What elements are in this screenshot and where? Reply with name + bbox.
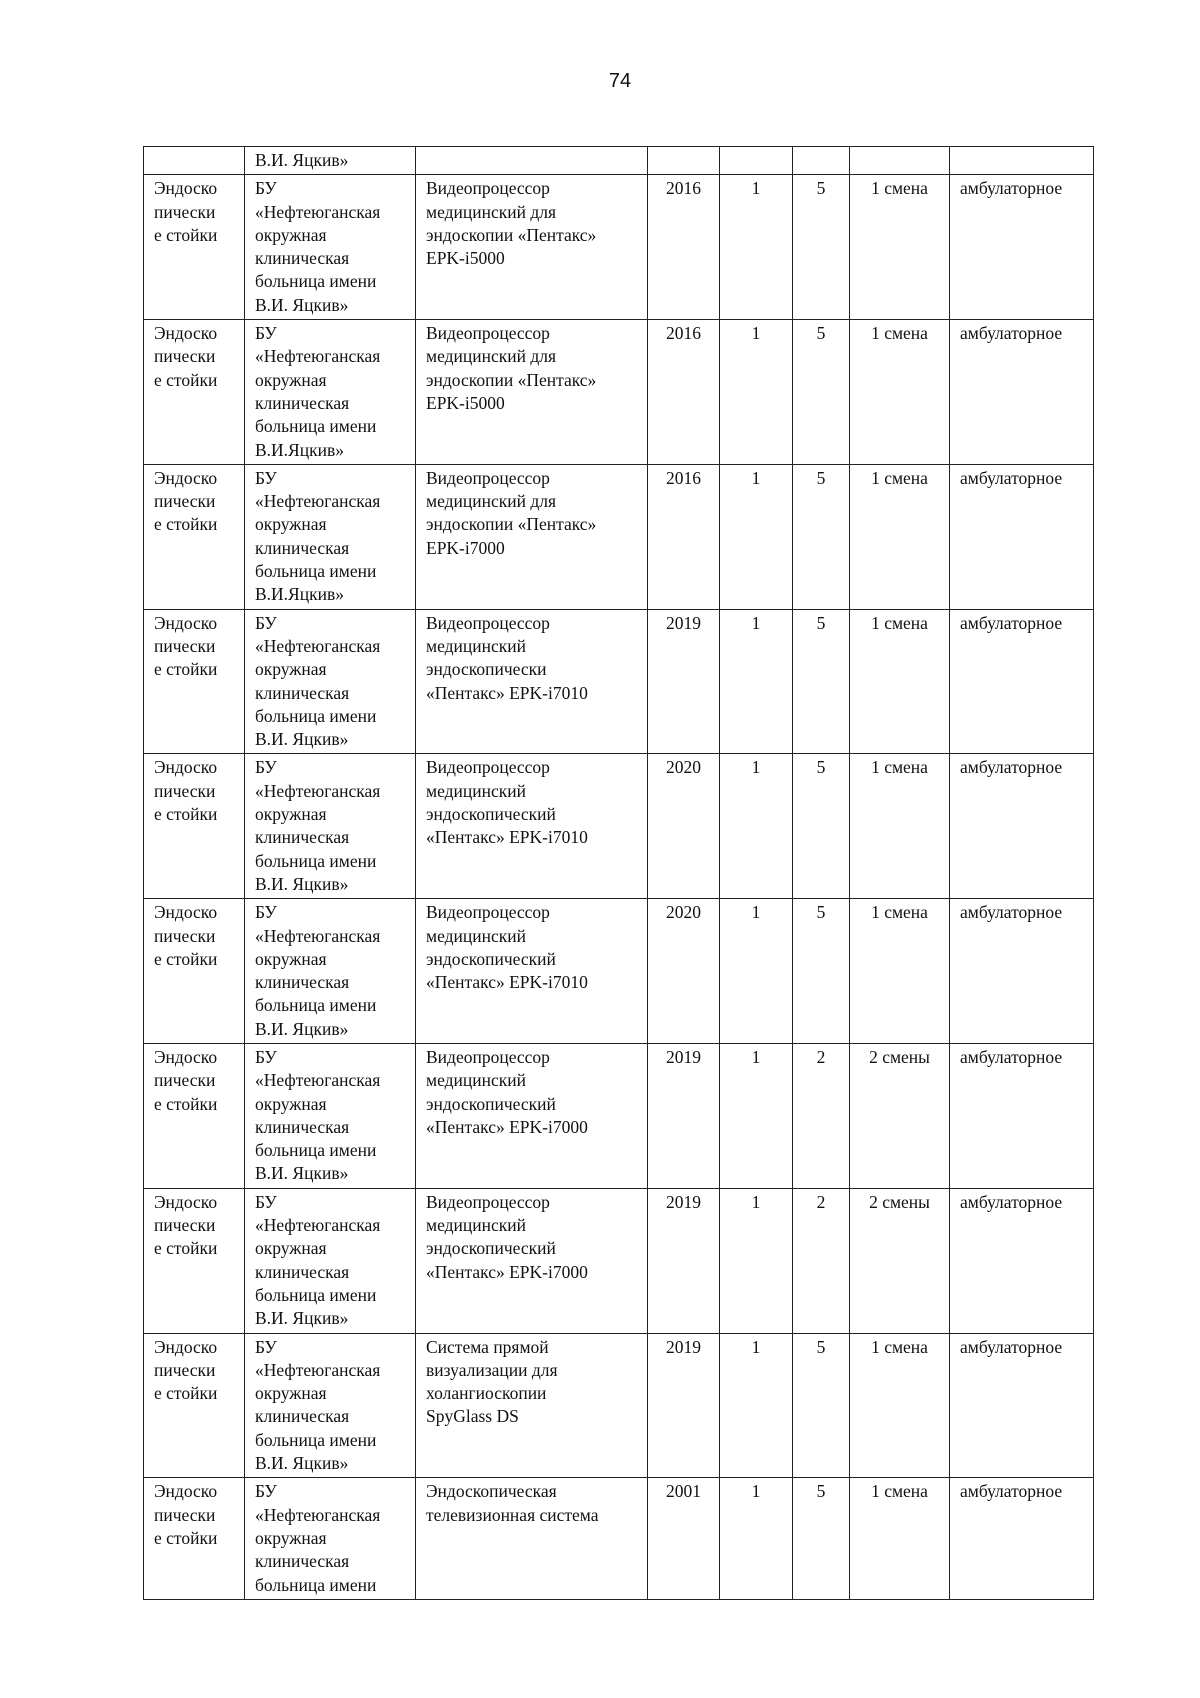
organization-cell: БУ «Нефтеюганская окружная клиническая больница имени В.И. Яцкив» [245,1043,416,1188]
type-cell: Эндоско пически е стойки [144,320,245,465]
year-cell: 2016 [648,464,720,609]
wear-cell: 5 [793,609,850,754]
type-cell: Эндоско пически е стойки [144,899,245,1044]
device-cell: Видеопроцессор медицинский для эндоскопии «Пентакс» EPK-i5000 [416,175,648,320]
care-type-cell: амбулаторное [950,1043,1094,1188]
care-type-cell: амбулаторное [950,320,1094,465]
year-cell [648,147,720,175]
page-number: 74 [608,70,632,92]
quantity-cell: 1 [720,1043,793,1188]
organization-cell: БУ «Нефтеюганская окружная клиническая больница имени В.И.Яцкив» [245,464,416,609]
device-cell: Видеопроцессор медицинский для эндоскопии «Пентакс» EPK-i5000 [416,320,648,465]
wear-cell: 5 [793,320,850,465]
table-row [144,175,1094,320]
quantity-cell: 1 [720,1333,793,1478]
care-type-cell: амбулаторное [950,609,1094,754]
wear-cell: 5 [793,1333,850,1478]
type-cell: Эндоско пически е стойки [144,464,245,609]
table-row [144,1333,1094,1478]
type-cell: Эндоско пически е стойки [144,1043,245,1188]
organization-cell: БУ «Нефтеюганская окружная клиническая больница имени [245,1478,416,1599]
care-type-cell: амбулаторное [950,464,1094,609]
year-cell: 2019 [648,1043,720,1188]
year-cell: 2019 [648,1333,720,1478]
type-cell: Эндоско пически е стойки [144,609,245,754]
care-type-cell: амбулаторное [950,1333,1094,1478]
quantity-cell: 1 [720,175,793,320]
device-cell: Видеопроцессор медицинский для эндоскопии «Пентакс» EPK-i7000 [416,464,648,609]
wear-cell: 2 [793,1043,850,1188]
type-cell: Эндоско пически е стойки [144,175,245,320]
device-cell: Видеопроцессор медицинский эндоскопический «Пентакс» EPK-i7010 [416,899,648,1044]
quantity-cell: 1 [720,899,793,1044]
table-row [144,320,1094,465]
quantity-cell: 1 [720,609,793,754]
shift-cell: 1 смена [850,175,950,320]
quantity-cell: 1 [720,1478,793,1599]
wear-cell: 2 [793,1188,850,1333]
quantity-cell: 1 [720,754,793,899]
type-cell: Эндоско пически е стойки [144,1333,245,1478]
organization-cell: БУ «Нефтеюганская окружная клиническая больница имени В.И. Яцкив» [245,1333,416,1478]
quantity-cell: 1 [720,464,793,609]
device-cell: Система прямой визуализации для холангиоскопии SpyGlass DS [416,1333,648,1478]
care-type-cell [950,147,1094,175]
care-type-cell: амбулаторное [950,1478,1094,1599]
shift-cell: 1 смена [850,899,950,1044]
table-row [144,1188,1094,1333]
type-cell: Эндоско пически е стойки [144,754,245,899]
organization-cell: БУ «Нефтеюганская окружная клиническая больница имени В.И. Яцкив» [245,175,416,320]
type-cell: Эндоско пически е стойки [144,1478,245,1599]
care-type-cell: амбулаторное [950,175,1094,320]
shift-cell: 1 смена [850,320,950,465]
table-row [144,1043,1094,1188]
quantity-cell [720,147,793,175]
care-type-cell: амбулаторное [950,754,1094,899]
table-row [144,1478,1094,1599]
quantity-cell: 1 [720,320,793,465]
year-cell: 2019 [648,609,720,754]
table-row [144,464,1094,609]
shift-cell: 1 смена [850,754,950,899]
shift-cell: 1 смена [850,464,950,609]
organization-cell: БУ «Нефтеюганская окружная клиническая больница имени В.И. Яцкив» [245,1188,416,1333]
care-type-cell: амбулаторное [950,899,1094,1044]
wear-cell: 5 [793,464,850,609]
device-cell: Видеопроцессор медицинский эндоскопически «Пентакс» EPK-i7010 [416,609,648,754]
shift-cell [850,147,950,175]
wear-cell: 5 [793,754,850,899]
organization-cell: БУ «Нефтеюганская окружная клиническая больница имени В.И. Яцкив» [245,609,416,754]
wear-cell: 5 [793,175,850,320]
care-type-cell: амбулаторное [950,1188,1094,1333]
device-cell: Видеопроцессор медицинский эндоскопический «Пентакс» EPK-i7000 [416,1043,648,1188]
table-row [144,754,1094,899]
device-cell [416,147,648,175]
table-row [144,609,1094,754]
device-cell: Видеопроцессор медицинский эндоскопический «Пентакс» EPK-i7010 [416,754,648,899]
organization-cell: БУ «Нефтеюганская окружная клиническая больница имени В.И.Яцкив» [245,320,416,465]
year-cell: 2020 [648,899,720,1044]
shift-cell: 1 смена [850,609,950,754]
wear-cell [793,147,850,175]
table-row [144,899,1094,1044]
shift-cell: 1 смена [850,1478,950,1599]
quantity-cell: 1 [720,1188,793,1333]
organization-cell: БУ «Нефтеюганская окружная клиническая больница имени В.И. Яцкив» [245,899,416,1044]
year-cell: 2016 [648,175,720,320]
year-cell: 2001 [648,1478,720,1599]
organization-cell: В.И. Яцкив» [245,147,416,175]
organization-cell: БУ «Нефтеюганская окружная клиническая больница имени В.И. Яцкив» [245,754,416,899]
shift-cell: 2 смены [850,1043,950,1188]
shift-cell: 2 смены [850,1188,950,1333]
device-cell: Видеопроцессор медицинский эндоскопический «Пентакс» EPK-i7000 [416,1188,648,1333]
year-cell: 2020 [648,754,720,899]
equipment-table [143,146,1094,1600]
type-cell [144,147,245,175]
shift-cell: 1 смена [850,1333,950,1478]
year-cell: 2016 [648,320,720,465]
table-row [144,147,1094,175]
device-cell: Эндоскопическая телевизионная система [416,1478,648,1599]
type-cell: Эндоско пически е стойки [144,1188,245,1333]
wear-cell: 5 [793,899,850,1044]
wear-cell: 5 [793,1478,850,1599]
year-cell: 2019 [648,1188,720,1333]
